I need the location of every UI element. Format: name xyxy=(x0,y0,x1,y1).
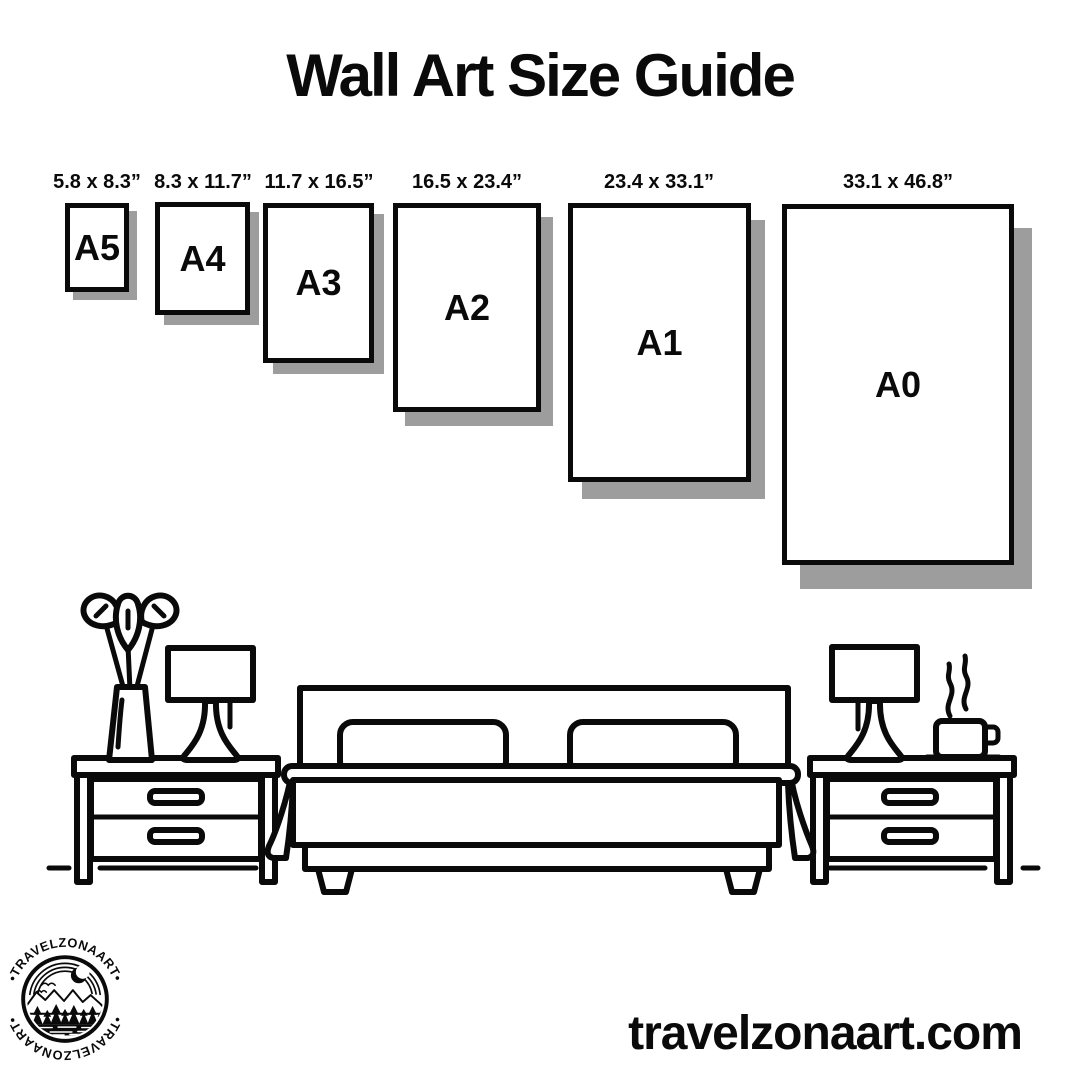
website-url: travelzonaart.com xyxy=(628,1007,1022,1060)
bed-leg xyxy=(318,869,352,892)
size-label-a1: 23.4 x 33.1” xyxy=(603,171,715,193)
frame-a4 xyxy=(155,202,250,315)
nightstand-leg xyxy=(813,772,826,882)
nightstand-leg xyxy=(262,772,275,882)
flower-vase xyxy=(84,595,177,760)
frame-a2 xyxy=(393,203,541,412)
size-label-a4: 8.3 x 11.7” xyxy=(154,171,252,193)
frame-a3-name: A3 xyxy=(295,262,342,303)
drawer-handle xyxy=(150,791,202,803)
nightstand-leg xyxy=(997,772,1010,882)
mattress xyxy=(293,780,779,845)
drawer-handle xyxy=(150,830,202,842)
size-label-a3: 11.7 x 16.5” xyxy=(264,171,374,193)
lamp-shade xyxy=(832,647,917,700)
lamp-shade xyxy=(168,648,253,700)
nightstand-top xyxy=(74,758,278,775)
coffee-cup xyxy=(927,656,999,757)
size-label-a2: 16.5 x 23.4” xyxy=(411,171,523,193)
bed-rail xyxy=(305,845,769,869)
badge-text-top: •TRAVELZONAART• xyxy=(4,934,126,984)
frame-a3 xyxy=(263,203,374,363)
steam-icon xyxy=(964,656,968,709)
bedroom-illustration xyxy=(0,575,1080,900)
nightstand-leg xyxy=(77,772,90,882)
vase-body xyxy=(109,687,152,760)
frame-a1 xyxy=(568,203,751,482)
steam-icon xyxy=(948,664,952,716)
bed-leg xyxy=(726,869,760,892)
frame-a0 xyxy=(782,204,1014,565)
frame-a5-name: A5 xyxy=(73,226,121,268)
frame-a1-name: A1 xyxy=(636,321,683,363)
frame-a2-name: A2 xyxy=(443,286,491,328)
drawer-handle xyxy=(884,830,936,842)
right-nightstand xyxy=(810,758,1014,882)
frame-a4-name: A4 xyxy=(179,237,226,279)
nightstand-top xyxy=(810,758,1014,775)
left-table-lamp xyxy=(168,648,253,760)
size-label-a5: 5.8 x 8.3” xyxy=(53,171,141,193)
right-table-lamp xyxy=(832,647,917,760)
drawer-handle xyxy=(884,791,936,803)
size-label-a0: 33.1 x 46.8” xyxy=(842,171,954,193)
frame-a0-name: A0 xyxy=(874,363,922,405)
lamp-base xyxy=(847,701,902,760)
brand-logo xyxy=(1,934,129,1066)
left-nightstand xyxy=(74,758,278,882)
badge-text-bottom: •TRAVELZONAART• xyxy=(4,1014,126,1064)
double-bed xyxy=(268,688,814,892)
page-title: Wall Art Size Guide xyxy=(286,42,794,109)
frame-a5 xyxy=(65,203,129,292)
cup-body xyxy=(936,721,985,757)
